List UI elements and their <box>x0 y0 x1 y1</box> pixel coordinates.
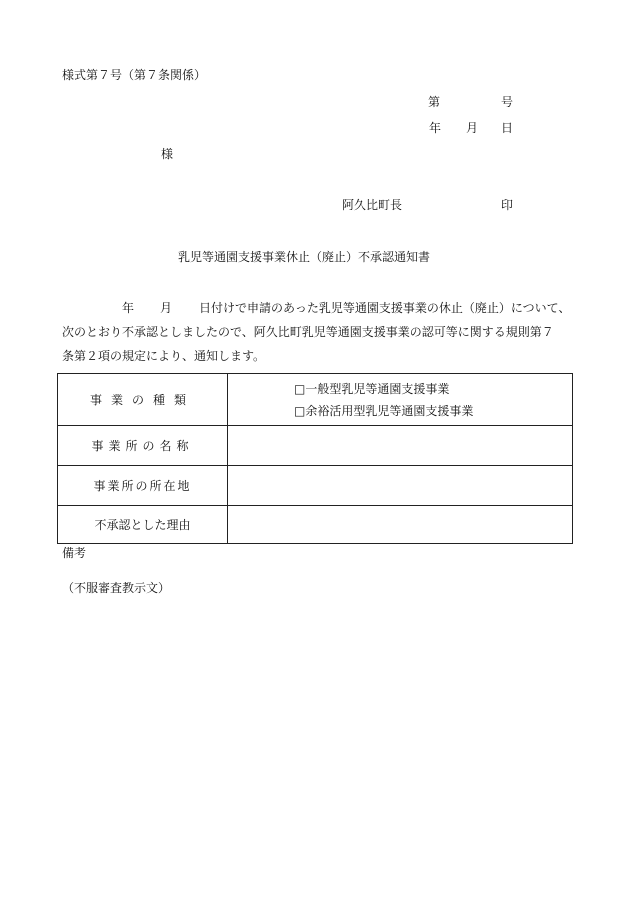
date-year: 年 <box>429 121 442 135</box>
seal-mark: 印 <box>501 198 514 212</box>
table-row-facility-name <box>58 426 573 466</box>
table-row-rejection-reason <box>58 506 573 544</box>
business-type-options <box>228 374 573 426</box>
document-number-prefix: 第 <box>428 95 441 109</box>
body-line-2: 次のとおり不承認としましたので、阿久比町乳児等通園支援事業の認可等に関する規則第７ <box>62 325 554 339</box>
facility-name-value <box>228 426 573 466</box>
body-line-1 <box>62 296 582 320</box>
row-label-text: 不承認とした理由 <box>94 517 191 532</box>
remarks-label: 備考 <box>62 546 87 560</box>
row-label-text: 事業所の所在地 <box>93 478 192 493</box>
row-label-facility-name <box>58 426 228 466</box>
application-table <box>57 373 573 544</box>
body-month: 月 <box>160 301 173 315</box>
addressee-honorific: 様 <box>161 147 174 161</box>
form-number: 様式第７号（第７条関係） <box>62 68 207 82</box>
row-label-text: 事業所の名称 <box>91 438 194 453</box>
sender-title: 阿久比町長 <box>342 198 403 212</box>
row-label-text: 事業の種類 <box>89 392 195 407</box>
rejection-reason-value <box>228 506 573 544</box>
table-row-facility-address <box>58 466 573 506</box>
appeal-notice: （不服審査教示文） <box>62 581 171 595</box>
option-general-type: □一般型乳児等通園支援事業 <box>294 381 450 396</box>
row-label-rejection-reason <box>58 506 228 544</box>
body-paragraph <box>62 296 582 368</box>
date-day: 日 <box>501 121 514 135</box>
row-label-business-type <box>58 374 228 426</box>
date-month: 月 <box>466 121 479 135</box>
body-year: 年 <box>122 301 135 315</box>
body-line-3: 条第２項の規定により、通知します。 <box>62 349 266 363</box>
row-label-facility-address <box>58 466 228 506</box>
table-row-business-type <box>58 374 573 426</box>
document-number-suffix: 号 <box>501 95 514 109</box>
facility-address-value <box>228 466 573 506</box>
body-line-1-text: 日付けで申請のあった乳児等通園支援事業の休止（廃止）について、 <box>199 301 571 315</box>
document-title: 乳児等通園支援事業休止（廃止）不承認通知書 <box>178 250 431 264</box>
option-surplus-type: □余裕活用型乳児等通園支援事業 <box>294 403 474 418</box>
